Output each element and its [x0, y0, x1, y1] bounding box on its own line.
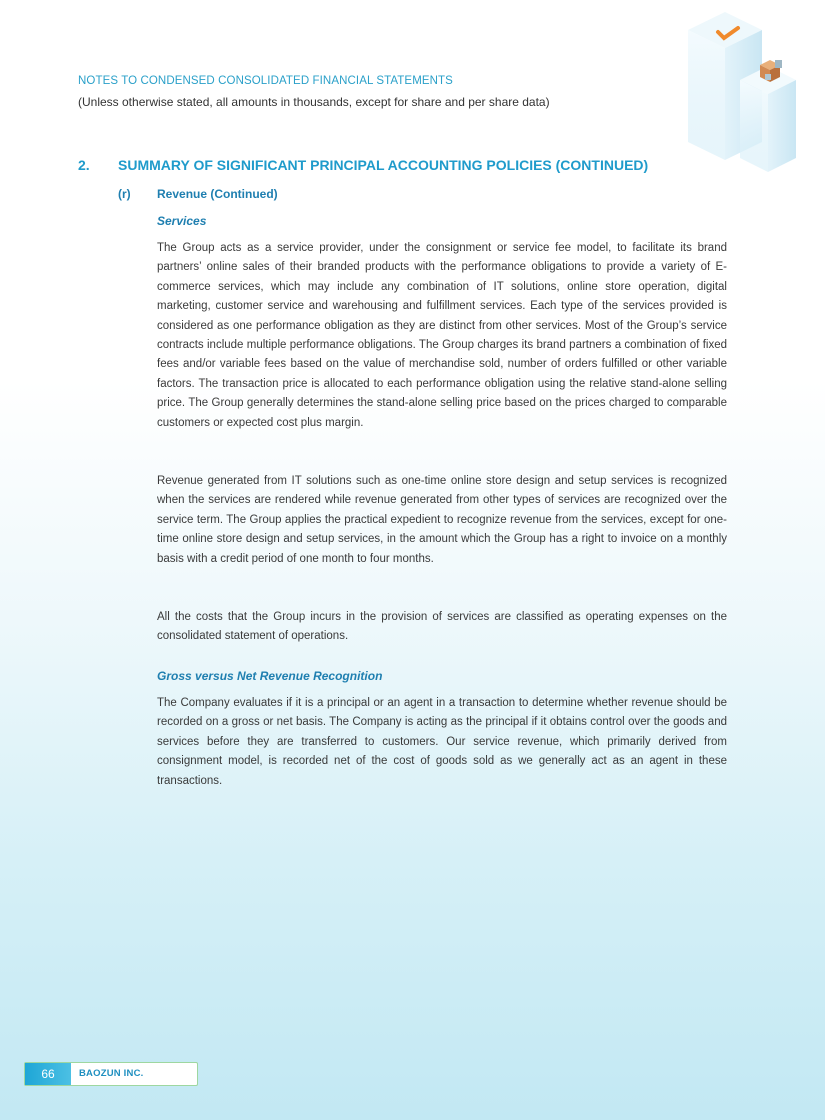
company-name: BAOZUN INC.	[79, 1068, 144, 1079]
notes-header-title: NOTES TO CONDENSED CONSOLIDATED FINANCIAL STATEMENTS	[78, 75, 453, 87]
services-paragraph-1: The Group acts as a service provider, under the consignment or service fee model, to facilitate its brand partners’ online sales of their branded products with the performance obligations to provide a variety of E-commerce services, which may include any combination of IT solutions, online store operation, digital marketing, customer service and warehousing and fulfillment services. Each type of the services provided is considered as one performance obligation as they are distinct from other services. Most of the Group’s service contracts include multiple performance obligations. The Group charges its brand partners a combination of fixed fees and/or variable fees based on the value of merchandise sold, number of orders fulfilled or other variable factors. The transaction price is allocated to each performance obligation using the relative stand-alone selling price. The Group generally determines the stand-alone selling price based on the prices charged to comparable customers or expected cost plus margin.	[157, 242, 727, 429]
section-number: 2.	[78, 157, 90, 173]
gross-net-heading: Gross versus Net Revenue Recognition	[157, 669, 383, 683]
gross-net-paragraph: The Company evaluates if it is a principal or an agent in a transaction to determine whether revenue should be recorded on a gross or net basis. The Company is acting as the principal if it obtains control over the goods and services before they are transferred to customers. Our service revenue, which primarily derived from consignment model, is recorded net of the cost of goods sold as we generally act as an agent in these transactions.	[157, 697, 727, 787]
subsection-number: (r)	[118, 187, 131, 201]
services-paragraph-2: Revenue generated from IT solutions such as one-time online store design and setup services is recognized when the services are rendered while revenue generated from other types of services are recognized over the service term. The Group applies the practical expedient to recognize revenue from the services, except for one-time online store design and setup services, in the amount which the Group has a right to invoice on a monthly basis with a credit period of one month to four months.	[157, 475, 727, 565]
subsection-title: Revenue (Continued)	[157, 187, 278, 201]
amounts-note-subtitle: (Unless otherwise stated, all amounts in thousands, except for share and per share data)	[78, 95, 550, 109]
decorative-buildings-illustration	[680, 0, 825, 175]
section-title: SUMMARY OF SIGNIFICANT PRINCIPAL ACCOUNTING POLICIES (CONTINUED)	[118, 157, 649, 173]
services-paragraph-3: All the costs that the Group incurs in the provision of services are classified as operating expenses on the consolidated statement of operations.	[157, 611, 727, 643]
page-number: 66	[25, 1063, 71, 1085]
services-heading: Services	[157, 214, 207, 228]
page-footer	[24, 1062, 198, 1086]
